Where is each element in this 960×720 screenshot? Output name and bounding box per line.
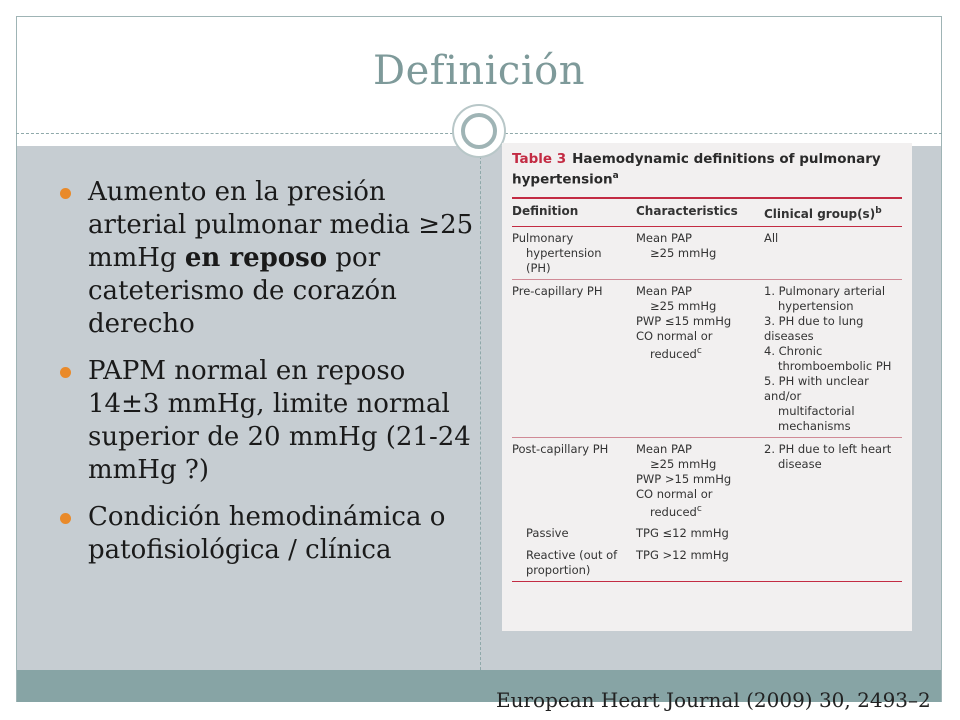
table-row	[512, 227, 902, 279]
cell-characteristics	[636, 231, 764, 276]
cell-line: Pulmonary	[512, 230, 574, 245]
cell-clinical	[764, 548, 902, 578]
cell-line: PWP >15 mmHg	[636, 471, 732, 486]
header-characteristics: Characteristics	[636, 203, 738, 218]
cell-line: proportion)	[526, 563, 591, 578]
cell-line: Post-capillary PH	[512, 441, 609, 456]
cell-line: 4. Chronic	[764, 343, 823, 358]
cell-line	[636, 344, 764, 362]
ring-inner	[461, 113, 497, 149]
cell-line: mechanisms	[778, 418, 851, 433]
cell-line: hypertension	[778, 298, 854, 313]
header-clinical	[764, 204, 902, 222]
cell-definition	[512, 442, 636, 520]
cell-line: 1. Pulmonary arterial	[764, 283, 886, 298]
bullet-dot-icon	[60, 367, 71, 378]
slide-title: Definición	[373, 48, 585, 94]
cell-characteristics	[636, 548, 764, 578]
cell-line: disease	[778, 456, 822, 471]
ring-icon	[452, 104, 506, 158]
cell-definition	[512, 548, 636, 578]
table-bottom-rule	[512, 581, 902, 582]
bullet-text-end: por cateterismo de corazón derecho	[88, 243, 397, 339]
cell-line: Reactive (out of	[526, 548, 618, 563]
cell-characteristics	[636, 526, 764, 541]
table-row	[512, 544, 902, 581]
bullet-text: PAPM normal en reposo 14±3 mmHg, limite normal superior de 20 mmHg (21-24 mmHg ?)	[88, 356, 471, 485]
cell-line: TPG ≤12 mmHg	[636, 526, 729, 541]
cell-line: CO normal or	[636, 486, 713, 501]
cell-line: CO normal or	[636, 328, 713, 343]
header-clinical-sup: b	[875, 205, 882, 216]
bullet-item	[60, 355, 480, 487]
cell-line: 2. PH due to left heart	[764, 441, 892, 456]
table-row	[512, 438, 902, 523]
bullet-dot-icon	[60, 513, 71, 524]
header-definition: Definition	[512, 203, 579, 218]
cell-line: 3. PH due to lung diseases	[764, 313, 864, 343]
table-header-row	[512, 199, 902, 226]
bullet-list	[60, 176, 480, 581]
table-row	[512, 522, 902, 544]
cell-line: thromboembolic PH	[778, 358, 892, 373]
cell-clinical	[764, 284, 902, 434]
cell-definition	[512, 284, 636, 434]
table-image	[502, 143, 912, 631]
column-divider	[480, 146, 481, 670]
bullet-dot-icon	[60, 188, 71, 199]
cell-line: hypertension	[526, 245, 602, 260]
header-clinical-label: Clinical group(s)	[764, 206, 876, 221]
cell-line: Passive	[526, 526, 569, 541]
citation: European Heart Journal (2009) 30, 2493–2	[496, 688, 931, 712]
cell-line	[636, 502, 764, 520]
bullet-bold-text: en reposo	[184, 243, 328, 273]
cell-line: ≥25 mmHg	[650, 456, 717, 471]
cell-clinical	[764, 526, 902, 541]
cell-characteristics	[636, 284, 764, 434]
cell-line: Mean PAP	[636, 283, 692, 298]
table-title: Haemodynamic definitions of pulmonary hypertension	[512, 151, 881, 188]
cell-clinical	[764, 231, 902, 276]
cell-line: TPG >12 mmHg	[636, 548, 729, 563]
cell-characteristics	[636, 442, 764, 520]
bullet-text: Aumento en la presión arterial pulmonar media ≥25 mmHg	[88, 177, 474, 273]
cell-text: reduced	[650, 346, 697, 361]
cell-definition	[512, 526, 636, 541]
cell-line: Mean PAP	[636, 230, 692, 245]
bullet-item	[60, 501, 480, 567]
cell-sup: c	[696, 345, 702, 356]
bullet-text: Condición hemodinámica o patofisiológica / clínica	[88, 502, 446, 565]
table-heading	[512, 151, 902, 189]
cell-clinical	[764, 442, 902, 520]
table-number: Table 3	[512, 151, 567, 167]
cell-line: Mean PAP	[636, 441, 692, 456]
cell-line: All	[764, 230, 779, 245]
bullet-item	[60, 176, 480, 341]
table-row	[512, 280, 902, 437]
cell-text: reduced	[650, 504, 697, 519]
table-title-sup: a	[612, 171, 619, 181]
cell-line: Pre-capillary PH	[512, 283, 603, 298]
cell-sup: c	[696, 503, 702, 514]
cell-definition	[512, 231, 636, 276]
cell-line: (PH)	[526, 260, 551, 275]
cell-line: ≥25 mmHg	[650, 245, 717, 260]
cell-line: ≥25 mmHg	[650, 298, 717, 313]
cell-line: 5. PH with unclear and/or	[764, 373, 869, 403]
cell-line: multifactorial	[778, 403, 855, 418]
cell-line: PWP ≤15 mmHg	[636, 313, 732, 328]
